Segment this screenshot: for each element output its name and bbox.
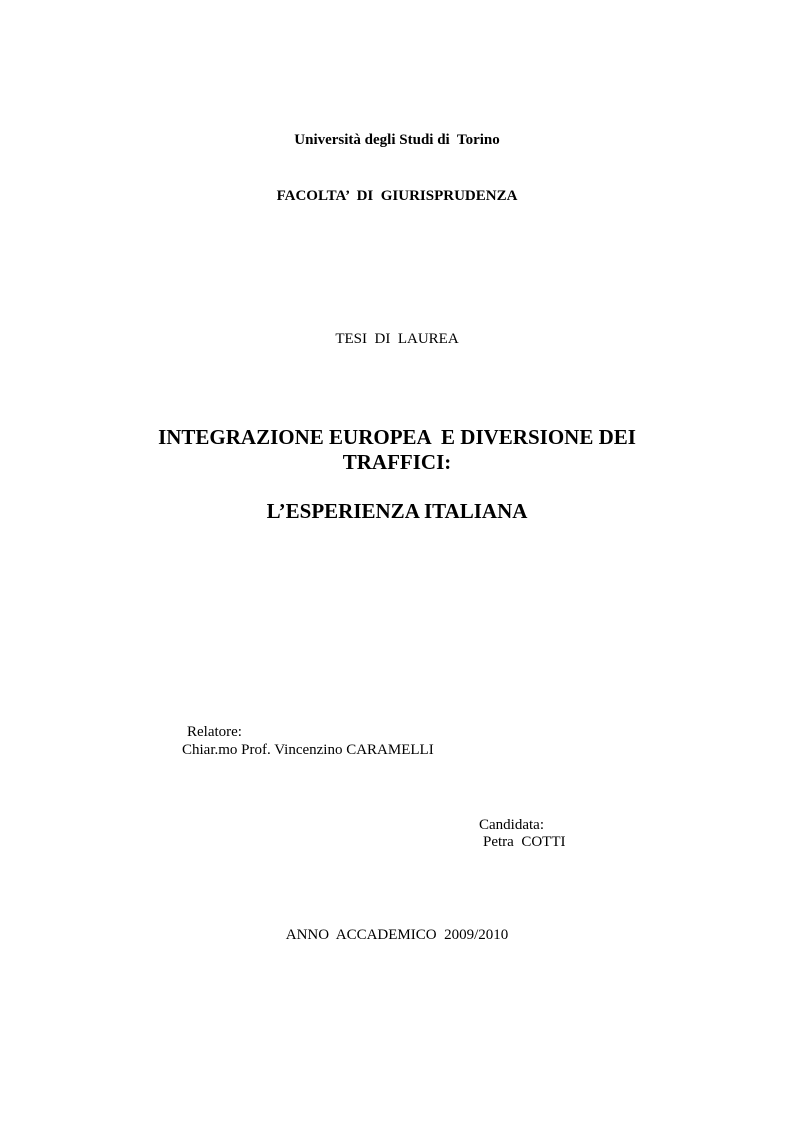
thesis-subtitle: L’ESPERIENZA ITALIANA [266, 499, 528, 523]
candidate-label: Candidata: [479, 817, 544, 833]
faculty-name: FACOLTA’ DI GIURISPRUDENZA [276, 188, 518, 204]
university-name: Università degli Studi di Torino [294, 132, 500, 148]
thesis-title-line-1: INTEGRAZIONE EUROPEA E DIVERSIONE DEI [158, 425, 636, 449]
thesis-title-line-2: TRAFFICI: [342, 450, 452, 474]
candidate-name: Petra COTTI [483, 834, 566, 850]
academic-year: ANNO ACCADEMICO 2009/2010 [285, 927, 509, 943]
thesis-type-label: TESI DI LAUREA [335, 331, 459, 347]
supervisor-name: Chiar.mo Prof. Vincenzino CARAMELLI [182, 742, 434, 758]
supervisor-label: Relatore: [187, 724, 242, 740]
